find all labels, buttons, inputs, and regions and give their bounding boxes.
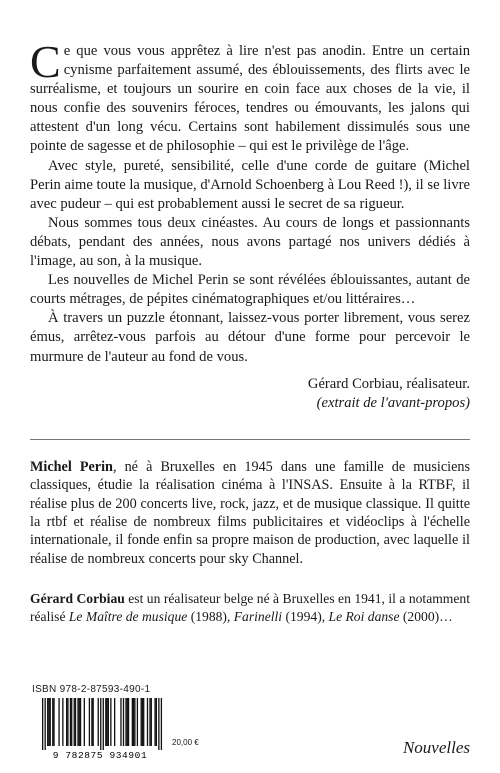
- price: 20,00 €: [172, 738, 199, 747]
- barcode-bar: [158, 698, 159, 750]
- barcode-bar: [142, 698, 143, 746]
- barcode-bar: [80, 698, 81, 746]
- barcode-bar: [98, 698, 99, 746]
- barcode-bar: [67, 698, 68, 746]
- intro-paragraph-2: Avec style, pureté, sensibilité, celle d'une corde de guitare (Michel Perin aime toute la musique, d'Arnold Schoenberg à Lou Reed !), il se livre avec pudeur – qui est probablement aussi le secret de sa rigueur.: [30, 157, 470, 212]
- barcode-bar: [53, 698, 54, 746]
- barcode-bar: [93, 698, 94, 746]
- barcode-bar: [66, 698, 67, 746]
- barcode-bar: [45, 698, 46, 750]
- barcode-bar: [58, 698, 59, 746]
- barcode-bar: [123, 698, 124, 746]
- barcode-bar: [161, 698, 162, 750]
- signature-name: Gérard Corbiau, réalisateur.: [307, 375, 470, 392]
- barcode-bar: [156, 698, 157, 746]
- barcode-bar: [52, 698, 53, 746]
- intro-paragraph-1: Ce que vous vous apprêtez à lire n'est pas anodin. Entre un certain cynisme parfaitement assumé, des éblouissements, des flirts avec le surréalisme, et toujours un sourire en coin face aux choses de la vie, il nous confie des souvenirs féroces, tendres ou émouvants, les jalons qui attestent d'un long vécu. Certains sont habilement dissimulés sous une pointe de sagesse et de philosophie – qui est le privilège de l'âge.: [30, 36, 470, 155]
- intro-paragraph-4: Les nouvelles de Michel Perin se sont révélées éblouissantes, autant de courts métrages, de pépites cinématographiques et/ou littéraires…: [30, 272, 470, 308]
- barcode-bar: [50, 698, 51, 746]
- collection-name: Nouvelles: [402, 738, 470, 757]
- preface-author-name: Gérard Corbiau: [30, 591, 125, 607]
- barcode-bar: [100, 698, 101, 750]
- barcode-bar: [151, 698, 152, 746]
- barcode-bar: [48, 698, 49, 746]
- barcode-bar: [70, 698, 71, 746]
- barcode-bar: [120, 698, 121, 746]
- barcode-bar: [125, 698, 126, 746]
- author-bio: Michel Perin, né à Bruxelles en 1945 dans une famille de musiciens classiques, étudie la réalisation cinéma à l'INSAS. Ensuite à la RTBF, il réalise plus de 200 concerts live, rock, jazz, et de musique classique. Il quitte la rtbf et réalise de nombreux films publicitaires et vidéoclips à l'échelle internationale, il fonde enfin sa propre maison de production, avec laquelle il réalise de nombreux concerts pour sky Channel.: [30, 458, 470, 567]
- signature: [30, 375, 470, 413]
- barcode-bar: [74, 698, 75, 746]
- barcode-bar: [108, 698, 109, 746]
- divider: [30, 439, 470, 440]
- barcode-bar: [77, 698, 78, 746]
- barcode-bar: [71, 698, 72, 746]
- isbn: ISBN 978-2-87593-490-1: [32, 684, 151, 695]
- barcode-bar: [106, 698, 107, 746]
- barcode-bar: [147, 698, 148, 746]
- intro-paragraph-5: À travers un puzzle étonnant, laissez-vous porter librement, vous serez émus, arrêtez-vous parfois au détour d'une forme pour percevoir le murmure de l'auteur au fond de vous.: [30, 310, 470, 365]
- barcode-bar: [132, 698, 133, 746]
- signature-source: (extrait de l'avant-propos): [316, 394, 470, 411]
- back-cover-text: [30, 36, 470, 626]
- drop-cap: C: [30, 36, 61, 87]
- barcode-bar: [47, 698, 48, 746]
- intro-paragraph-3: Nous sommes tous deux cinéastes. Au cours de longs et passionnants débats, pendant des années, nous avons partagé nos univers dédiés à l'image, au son, à la musique.: [30, 214, 470, 270]
- barcode-bar: [137, 698, 138, 746]
- barcode-bar: [89, 698, 90, 746]
- barcode-bar: [143, 698, 144, 746]
- barcode-bar: [103, 698, 104, 750]
- barcode-bar: [141, 698, 142, 746]
- barcode-bar: [42, 698, 43, 750]
- barcode-bar: [110, 698, 111, 746]
- barcode-bar: [105, 698, 106, 746]
- barcode-digits: 9 782875 934901: [52, 750, 148, 760]
- barcode-bar: [75, 698, 76, 746]
- author-name: Michel Perin: [30, 458, 113, 475]
- barcode-bar: [62, 698, 63, 746]
- barcode-bar: [133, 698, 134, 746]
- barcode-bar: [127, 698, 128, 746]
- barcode-bar: [134, 698, 135, 746]
- barcode-bar: [91, 698, 92, 746]
- barcode: [30, 698, 170, 760]
- preface-author-bio: Gérard Corbiau est un réalisateur belge né à Bruxelles en 1941, il a notamment réalisé Le Maître de musique (1988), Farinelli (1994), Le Roi danse (2000)…: [30, 591, 470, 625]
- barcode-bar: [114, 698, 115, 746]
- barcode-bars: [42, 698, 162, 750]
- barcode-bar: [154, 698, 155, 746]
- barcode-bar: [84, 698, 85, 746]
- barcode-bar: [128, 698, 129, 746]
- barcode-bar: [149, 698, 150, 746]
- barcode-bar: [79, 698, 80, 746]
